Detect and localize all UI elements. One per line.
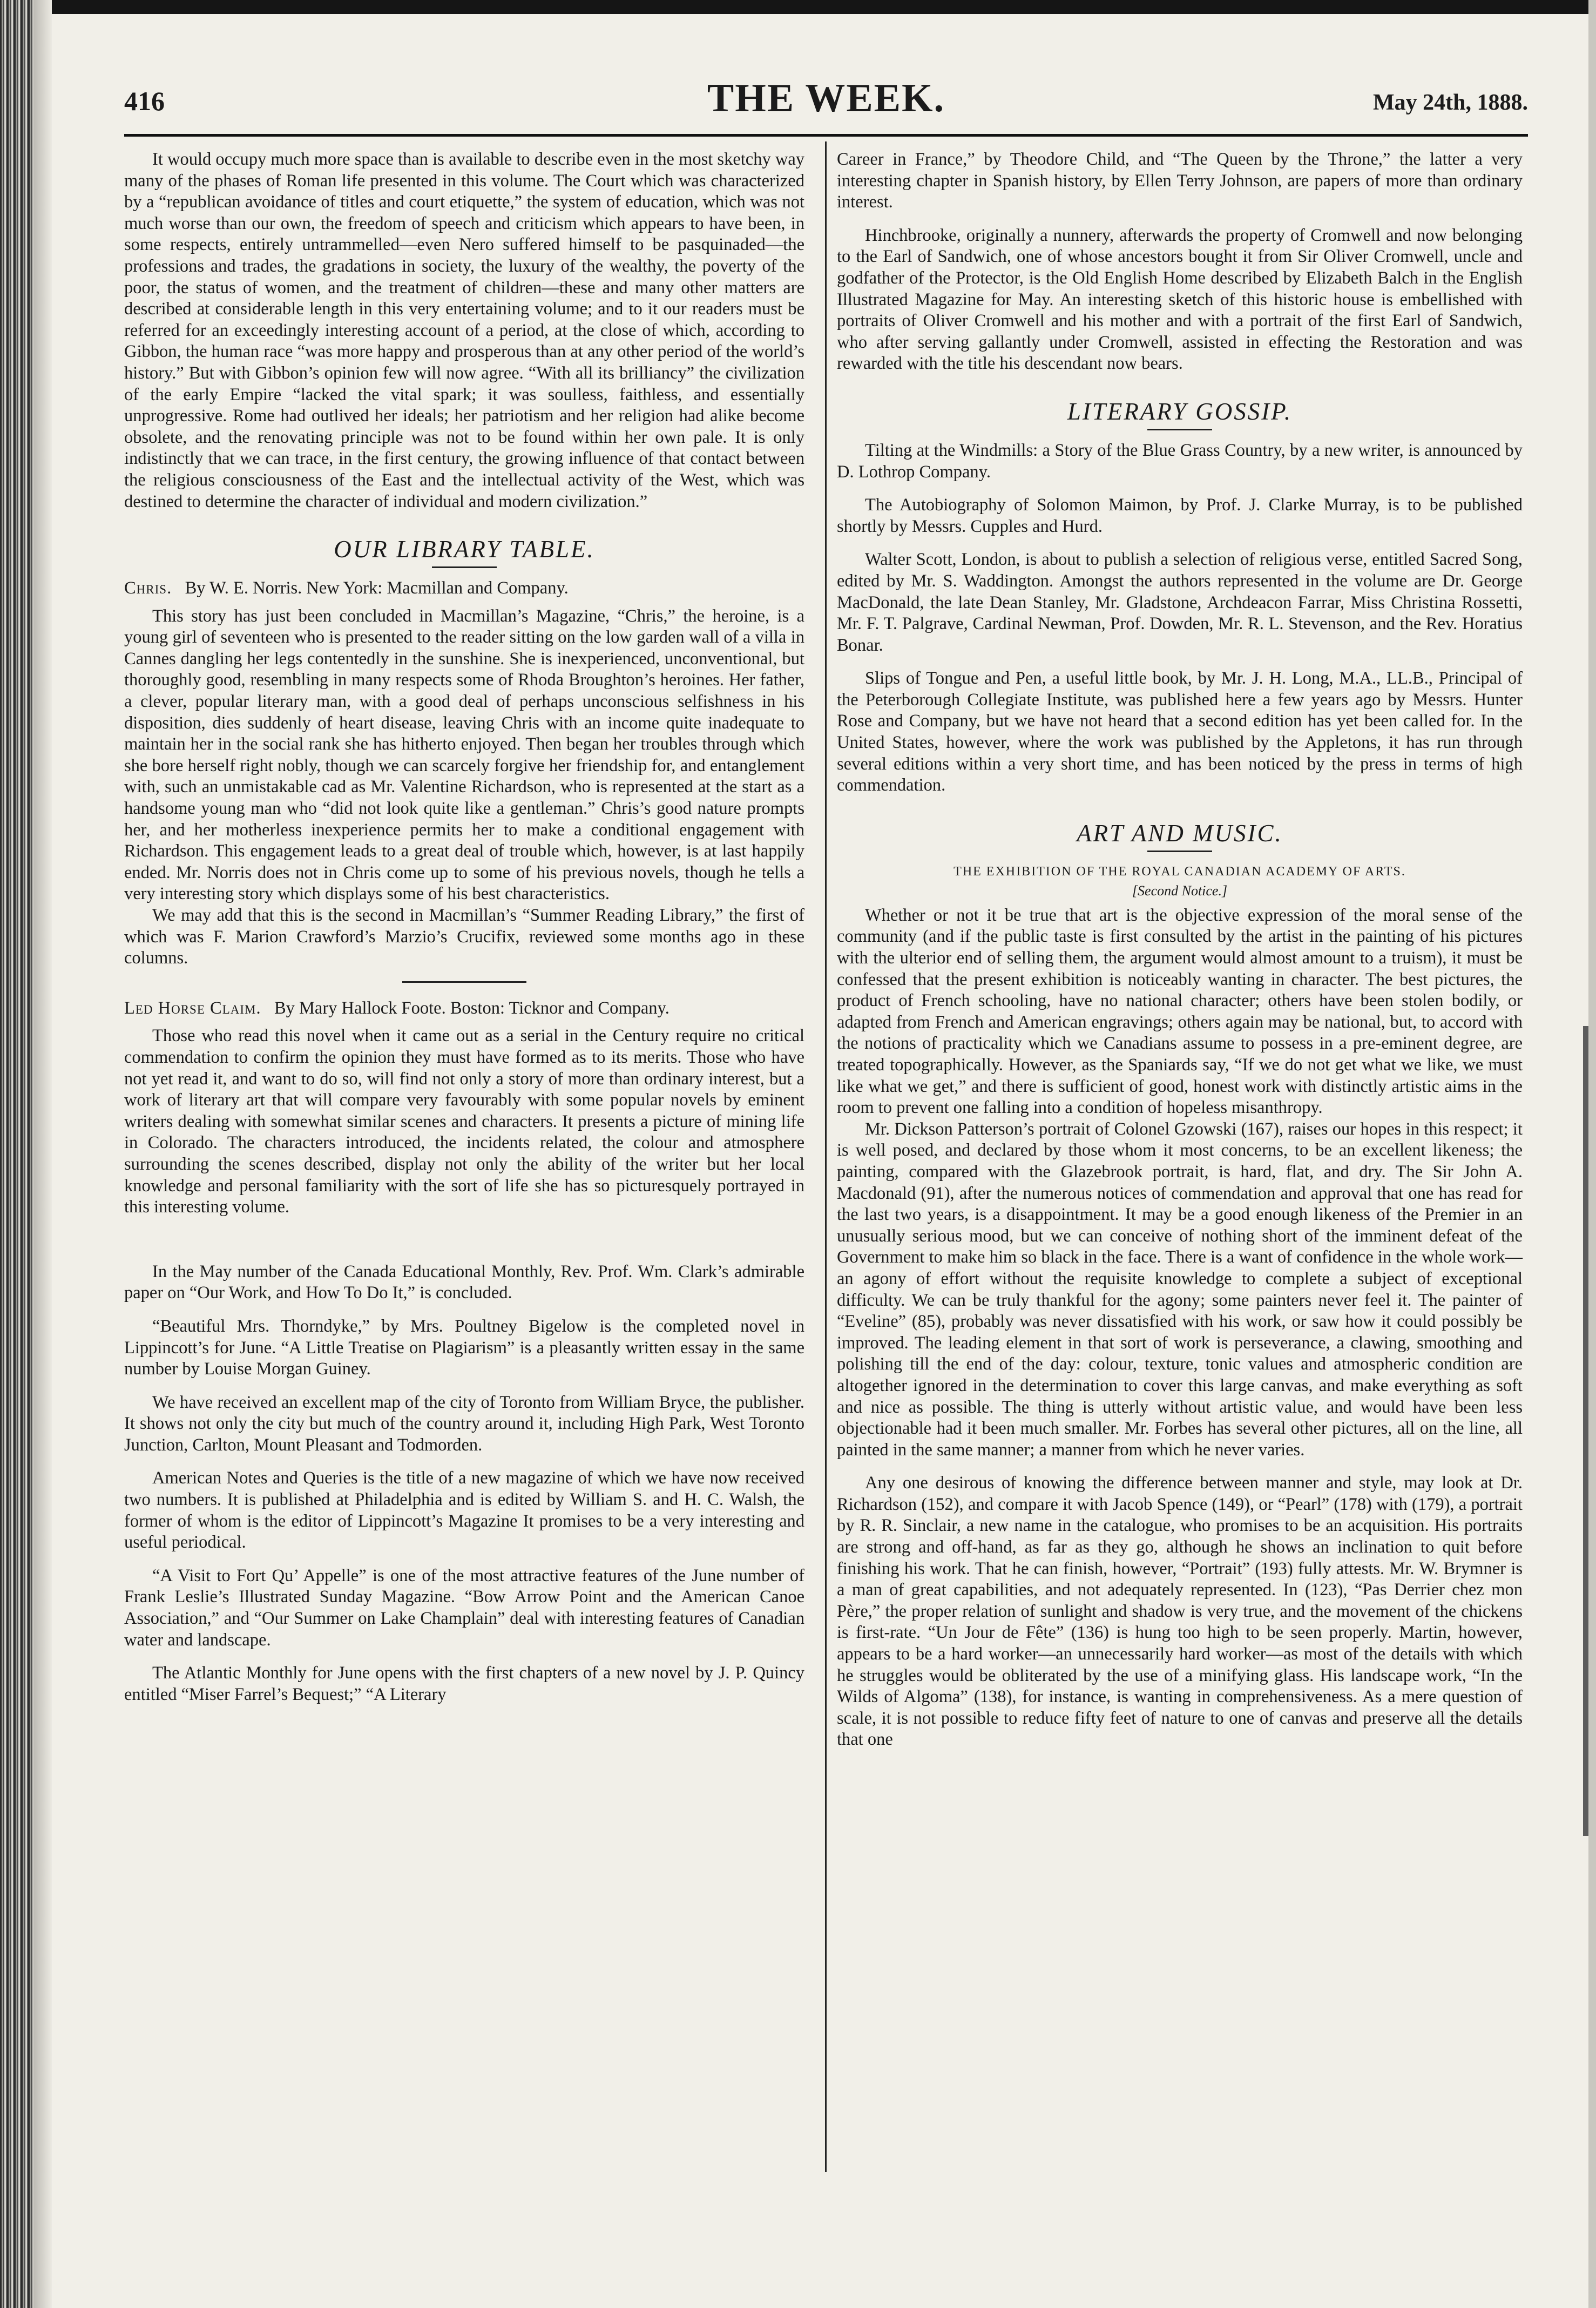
column-divider — [825, 141, 827, 2172]
periodical-note: “Beautiful Mrs. Thorndyke,” by Mrs. Poultney Bigelow is the completed novel in Lippincott’s for June. “A Little Treatise on Plagiarism” is a pleasantly written essay in the same number by Louise Morgan Guiney. — [124, 1316, 804, 1379]
heading-rule — [1147, 851, 1212, 852]
issue-date: May 24th, 1888. — [1373, 90, 1528, 115]
gossip-item: Slips of Tongue and Pen, a useful little book, by Mr. J. H. Long, M.A., LL.B., Principal of the Peterborough Collegiate Institute, was published here a few years ago by Messrs. Hunter Rose and Company, but we have not heard that a second edition has yet been called for. In the United States, however, where the work was published by the Appletons, it has run through several editions within a very short time, and has been noticed by the press in terms of high commendation. — [837, 669, 1523, 795]
right-edge-shadow — [1583, 1026, 1588, 1836]
periodical-note: Hinchbrooke, originally a nunnery, afterwards the property of Cromwell and now belonging to the Earl of Sandwich, one of whose ancestors bought it from Sir Oliver Cromwell, uncle and godfather of the Protector, is the Old English Home described by Elizabeth Balch in the English Illustrated Magazine for May. An interesting sketch of this historic house is embellished with portraits of Oliver Cromwell and his mother and with a portrait of the first Earl of Sandwich, who after serving gallantly under Cromwell, assisted in effecting the Restoration and was rewarded with the title his descendant now bears. — [837, 225, 1523, 374]
periodical-note: American Notes and Queries is the title of a new magazine of which we have now received two numbers. It is published at Philadelphia and is edited by William S. and H. C. Walsh, the former of whom is the editor of Lippincott’s Magazine It promises to be a very interesting and useful periodical. — [124, 1468, 804, 1553]
art-paragraph: Any one desirous of knowing the difference between manner and style, may look at Dr. Richardson (152), and compare it with Jacob Spence (149), or “Pearl” (178) with (179), a portrait by R. R. Sinclair, a new name in the catalogue, who promises to be an acquisition. His portraits are strong and off-hand, as far as they go, although he shows an inclination to quit before finishing his work. That he can finish, however, “Portrait” (193) fully attests. Mr. W. Brymner is a man of great capabilities, and not adequately represented. In (123), “Pas Derrier chez mon Père,” the proper relation of sunlight and shadow is very true, and the movement of the chickens is first-rate. “Un Jour de Fête” (136) is hung too high to be seen properly. Martin, however, appears to be a hard worker—an unnecessarily hard worker—as most of the details with which he struggles would be obliterated by the use of a minifying glass. His landscape work, “In the Wilds of Algoma” (138), for instance, is wanting in comprehensiveness. As a mere question of scale, it is not possible to reduce fifty feet of nature to one of canvas and preserve all the details that one — [837, 1473, 1523, 1750]
page-top-edge — [0, 0, 1596, 14]
gossip-item: Walter Scott, London, is about to publish a selection of religious verse, entitled Sacred Song, edited by Mr. S. Waddington. Amongst the authors represented in the volume are Dr. George MacDonald, the late Dean Stanley, Mr. Gladstone, Archdeacon Farrar, Miss Christina Rossetti, Mr. F. T. Palgrave, Cardinal Newman, Prof. Dowden, Mr. R. L. Stevenson, and the Rev. Horatius Bonar. — [837, 550, 1523, 655]
review-title: Led Horse Claim. — [124, 998, 261, 1018]
art-paragraph: Whether or not it be true that art is the objective expression of the moral sense of the community (and if the public taste is first consulted by the artist in the painting of his pictures with the ulterior end of selling them, the argument would almost amount to a truism), it must be confessed that the present exhibition is noticeably wanting in character. The best pictures, the product of French schooling, have no national character; others have been stolen bodily, or adapted from French and American engravings; others again may be national, but, to accord with the notions of practicality which we Canadians assume to possess in a pre-eminent degree, are treated topographically. However, as the Spaniards say, “If we do not get what we like, we must like what we get,” and there is sufficient of good, honest work with distinctly artistic aims in the room to prevent one falling into a condition of hopeless misanthropy. — [837, 905, 1523, 1118]
right-column — [837, 149, 1523, 1751]
periodical-note: In the May number of the Canada Educational Monthly, Rev. Prof. Wm. Clark’s admirable paper on “Our Work, and How To Do It,” is concluded. — [124, 1261, 804, 1303]
periodical-note: “A Visit to Fort Qu’ Appelle” is one of the most attractive features of the June number of Frank Leslie’s Illustrated Sunday Magazine. “Bow Arrow Point and the American Canoe Association,” and “Our Summer on Lake Champlain” deal with interesting features of Canadian water and landscape. — [124, 1565, 804, 1650]
review-paragraph: This story has just been concluded in Macmillan’s Magazine, “Chris,” the heroine, is a young girl of seventeen who is presented to the reader sitting on the low garden wall of a villa in Cannes dangling her legs contentedly in the sunshine. She is inexperienced, unconventional, but thoroughly good, resembling in many respects some of Rhoda Broughton’s heroines. Her father, a clever, popular literary man, with a good deal of perhaps unconscious selfishness in his disposition, dies suddenly of heart disease, leaving Chris with an income quite inadequate to maintain her in the social rank she has hitherto enjoyed. Then began her troubles through which she bore herself right nobly, though we can scarcely forgive her friendship for, and entanglement with, such an unmistakable cad as Mr. Valentine Richardson, who is represented at the start as a handsome young man who “did not look quite like a gentleman.” Chris’s good nature prompts her, and her motherless inexperience permits her to make a conditional engagement with Richardson. This engagement leads to a great deal of trouble which, however, is at last happily ended. Mr. Norris does not in Chris come up to some of his previous novels, though he tells a very interesting story which displays some of his best characteristics. — [124, 606, 804, 904]
page-number: 416 — [124, 86, 165, 116]
header-rule — [124, 134, 1528, 137]
journal-title: THE WEEK. — [707, 76, 945, 120]
review-byline: By W. E. Norris. New York: Macmillan and Company. — [185, 578, 569, 598]
review-header-chris — [124, 578, 804, 599]
heading-rule — [432, 566, 497, 568]
running-header — [124, 76, 1528, 130]
heading-rule — [1147, 429, 1212, 430]
periodical-note-continued: Career in France,” by Theodore Child, and “The Queen by the Throne,” the latter a very interesting chapter in Spanish history, by Ellen Terry Johnson, are papers of more than ordinary interest. — [837, 150, 1523, 212]
review-byline: By Mary Hallock Foote. Boston: Ticknor and Company. — [274, 998, 669, 1018]
left-column — [124, 149, 804, 1705]
book-binding-edge — [0, 0, 33, 2308]
review-header-led-horse — [124, 998, 804, 1020]
section-rule — [402, 981, 526, 983]
exhibition-subheading: THE EXHIBITION OF THE ROYAL CANADIAN ACADEMY OF ARTS. — [953, 864, 1406, 879]
roman-life-paragraph: It would occupy much more space than is available to describe even in the most sketchy way many of the phases of Roman life presented in this volume. The Court which was characterized by a “republican avoidance of titles and court etiquette,” the system of education, which was not much worse than our own, the freedom of speech and criticism which appears to have been, in some respects, entirely untrammelled—even Nero suffered himself to be pasquinaded—the professions and trades, the gradations in society, the luxury of the wealthy, the poverty of the poor, the status of women, and the treatment of children—these and many other matters are described at considerable length in this very entertaining volume; and to it our readers must be referred for an exceedingly interesting account of a period, at the close of which, according to Gibbon, the human race “was more happy and prosperous than at any other period of the world’s history.” But with Gibbon’s opinion few will now agree. “With all its brilliancy” the civilization of the early Empire “lacked the vital spark; it was soulless, faithless, and essentially unprogressive. Rome had outlived her ideals; her patriotism and her religion had alike become obsolete, and the renovating principle was not to be found within her own pale. It is only indistinctly that we can trace, in the first century, the growing influence of that contact between the religious consciousness of the East and the intellectual activity of the West, which was destined to determine the character of individual and modern civilization.” — [124, 150, 804, 511]
periodical-note: We have received an excellent map of the city of Toronto from William Bryce, the publisher. It shows not only the city but much of the country around it, including High Park, West Toronto Junction, Carlton, Mount Pleasant and Todmorden. — [124, 1392, 804, 1455]
library-table-heading: OUR LIBRARY TABLE. — [334, 536, 595, 563]
literary-gossip-heading: LITERARY GOSSIP. — [1067, 397, 1293, 425]
gossip-item: The Autobiography of Solomon Maimon, by Prof. J. Clarke Murray, is to be published shortly by Messrs. Cupples and Hurd. — [837, 495, 1523, 536]
right-page-edge — [1588, 0, 1596, 2308]
second-notice-label: [Second Notice.] — [1132, 882, 1228, 899]
binding-shadow — [33, 0, 52, 2308]
art-paragraph: Mr. Dickson Patterson’s portrait of Colonel Gzowski (167), raises our hopes in this respect; it is well posed, and declared by those whom it most concerns, to be an excellent likeness; the painting, compared with the Glazebrook portrait, is hard, flat, and dry. The Sir John A. Macdonald (91), after the numerous notices of commendation and approval that one has read for the last two years, is a disappointment. It may be a good enough likeness of the Premier in an unusually serious mood, but we can conceive of nothing short of the imminent defeat of the Government to make him so black in the face. There is a want of confidence in the whole work—an agony of effort without the requisite knowledge to complete a subject of exceptional difficulty. We can be truly thankful for the agony; some painters never feel it. The painter of “Eveline” (85), probably was never dissatisfied with his work, or saw how it could possibly be improved. The leading element in that sort of work is perseverance, a clawing, smoothing and polishing till the end of the day: colour, texture, tonic values and atmospheric condition are altogether ignored in the determination to cover this large canvas, and make everything as soft and nice as possible. The thing is utterly without artistic value, and would have been less objectionable had it been much smaller. Mr. Forbes has several other pictures, all on the line, all painted in the same manner; a manner from which he never varies. — [837, 1119, 1523, 1460]
periodical-note: The Atlantic Monthly for June opens with the first chapters of a new novel by J. P. Quincy entitled “Miser Farrel’s Bequest;” “A Literary — [124, 1663, 804, 1704]
review-paragraph: Those who read this novel when it came out as a serial in the Century require no critical commendation to confirm the opinion they must have formed as to its merits. Those who have not yet read it, and want to do so, will find not only a story of more than ordinary interest, but a work of literary art that will compare very favourably with some popular novels by eminent writers dealing with somewhat similar scenes and characters. It presents a picture of mining life in Colorado. The characters introduced, the incidents related, the colour and atmosphere surrounding the scenes described, display not only the ability of the writer but her local knowledge and personal familiarity with the sort of life she has so picturesquely portrayed in this interesting volume. — [124, 1026, 804, 1217]
gossip-item: Tilting at the Windmills: a Story of the Blue Grass Country, by a new writer, is announced by D. Lothrop Company. — [837, 440, 1523, 482]
review-title: Chris. — [124, 578, 172, 598]
review-paragraph: We may add that this is the second in Macmillan’s “Summer Reading Library,” the first of which was F. Marion Crawford’s Marzio’s Crucifix, reviewed some months ago in these columns. — [124, 906, 804, 968]
art-music-heading: ART AND MUSIC. — [1077, 819, 1283, 847]
